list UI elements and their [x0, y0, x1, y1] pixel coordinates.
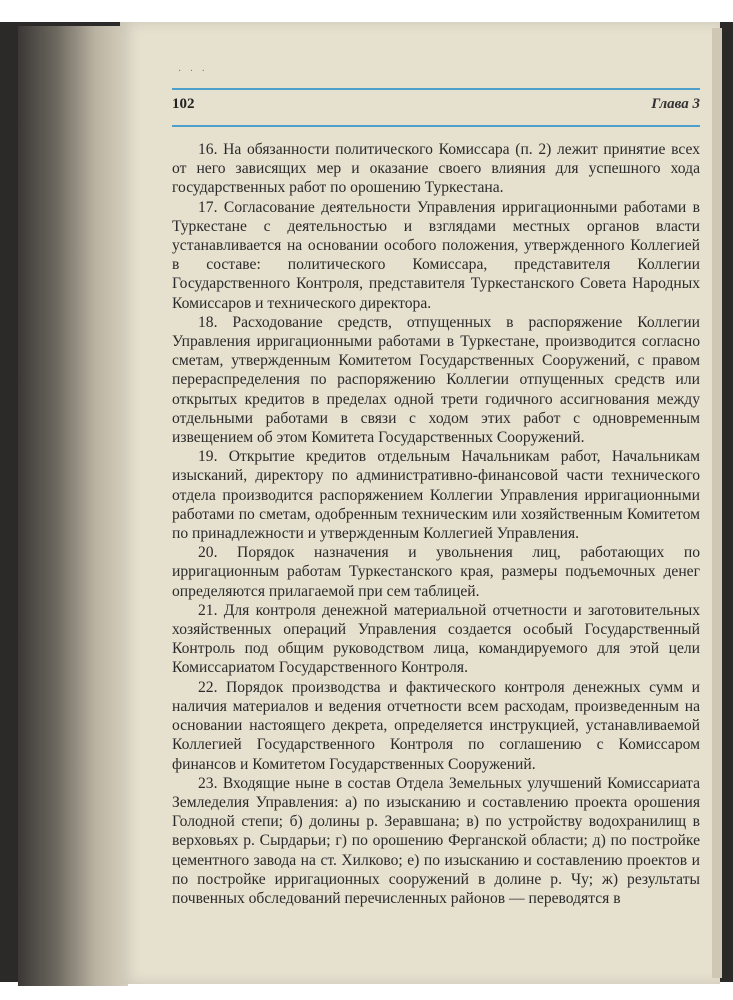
book-gutter [18, 26, 128, 986]
paragraph-18: 18. Расходование средств, отпущенных в распоряжение Коллегии Управления ирригационными работами в Туркестане, производится согласно сметам, утвержденным Комитетом Государственных Сооружений, с правом перераспределения по распоряжению Коллегии отпущенных средств или открытых кредитов в пределах одной трети годичного ассигнования между отдельными работами в связи с ходом этих работ с одновременным извещением об этом Комитета Государственных Сооружений. [172, 313, 700, 447]
scan-specks: · · · [178, 66, 208, 77]
paragraph-23: 23. Входящие ныне в состав Отдела Земельных улучшений Комиссариата Земледелия Управления: а) по изысканию и составлению проекта орошения Голодной степи; б) долины р. Зеравшана; в) по устройству водохранилищ в верховьях р. Сырдарьи; г) по орошению Ферганской области; д) по постройке цементного завода на ст. Хилково; е) по изысканию и составлению проектов и по постройке ирригационных сооружений в долине р. Чу; ж) результаты почвенных обследований перечисленных районов — переводятся в [172, 774, 700, 907]
paragraph-22: 22. Порядок производства и фактического контроля денежных сумм и наличия материалов и ведения отчетности всем расходам, произведенным на основании настоящего декрета, определяется инструкцией, устанавливаемой Коллегией Государственного Контроля по соглашению с Комиссаром финансов и Комитетом Государственных Сооружений. [172, 678, 700, 773]
page-header [172, 88, 700, 134]
paragraph-16: 16. На обязанности политического Комиссара (п. 2) лежит принятие всех от него зависящих мер и оказание своего влияния для успешного хода государственных работ по орошению Туркестана. [172, 141, 700, 197]
page-edge [712, 28, 722, 978]
page-number: 102 [172, 96, 195, 112]
paragraph-19: 19. Открытие кредитов отдельным Начальникам работ, Начальникам изысканий, директору по административно-финансовой части технического отдела производится распоряжением Коллегии Управления ирригационными работами по сметам, одобренным техническим или хозяйственным Комитетом по принадлежности и утвержденным Коллегией Управления. [172, 448, 700, 543]
running-head: Глава 3 [651, 96, 700, 112]
paragraph-17: 17. Согласование деятельности Управления ирригационными работами в Туркестане с деятельностью и взглядами местных органов власти устанавливается на основании особого положения, утвержденного Коллегией в составе: политического Комиссара, представителя Коллегии Государственного Контроля, представителя Туркестанского Совета Народных Комиссаров и технического директора. [172, 198, 700, 312]
paragraph-21: 21. Для контроля денежной материальной отчетности и заготовительных хозяйственных операций Управления создается особый Государственный Контроль под общим руководством лица, командируемого для этой цели Комиссариатом Государственного Контроля. [172, 601, 700, 677]
header-rule-bottom [172, 125, 700, 127]
paragraph-20: 20. Порядок назначения и увольнения лиц, работающих по ирригационным работам Туркестанского края, размеры подъемочных денег определяются прилагаемой при сем таблицей. [172, 544, 700, 600]
body-text [172, 140, 700, 908]
header-rule-top [172, 88, 700, 90]
